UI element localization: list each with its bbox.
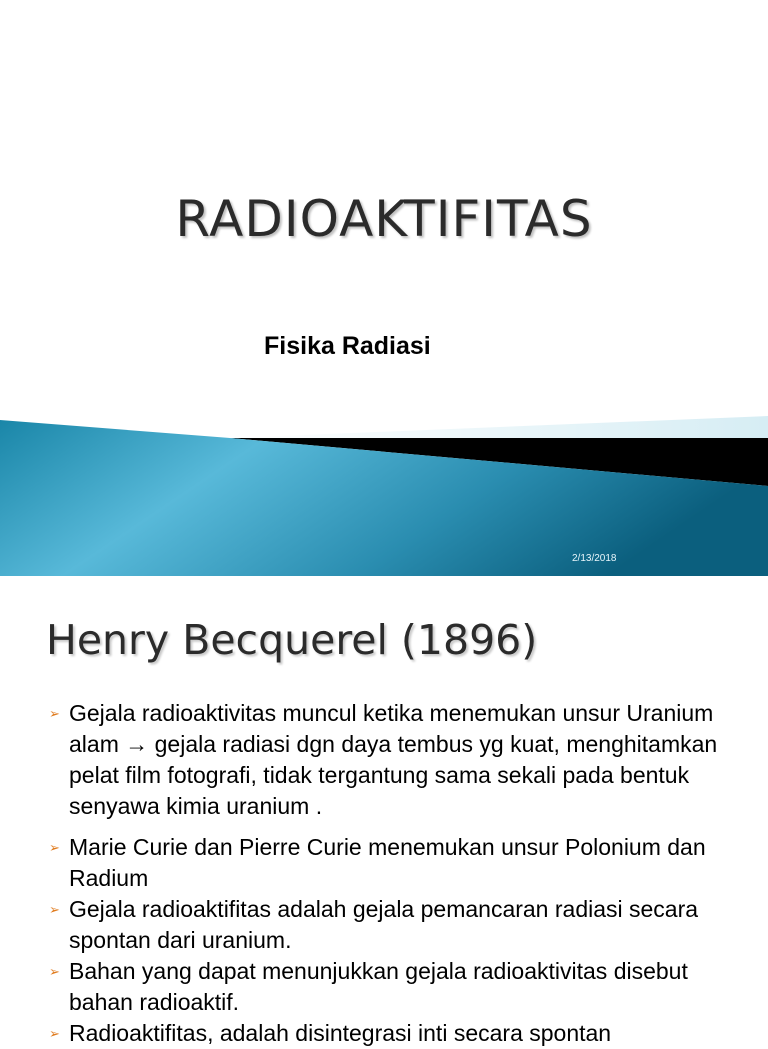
bullet-item xyxy=(0,956,768,1018)
bullet-item xyxy=(0,698,768,822)
bullet-text: Gejala radioaktivitas muncul ketika menemukan unsur Uranium alam → gejala radiasi dgn daya tembus yg kuat, menghitamkan pelat film fotografi, tidak tergantung sama sekali pada bentuk senyawa kimia uranium . xyxy=(69,700,718,819)
decor-pale-stripe xyxy=(230,416,768,438)
bullet-list xyxy=(0,698,768,1049)
bullet-item xyxy=(0,1018,768,1049)
bullet-text: Marie Curie dan Pierre Curie menemukan unsur Polonium dan Radium xyxy=(69,834,706,891)
slide-2 xyxy=(0,576,768,1046)
slide-1-decorative-band xyxy=(0,410,768,576)
arrow-bullet-icon: ➢ xyxy=(49,902,60,917)
arrow-bullet-icon: ➢ xyxy=(49,840,60,855)
bullet-item xyxy=(0,894,768,956)
arrow-bullet-icon: ➢ xyxy=(49,706,60,721)
slide-1-subtitle: Fisika Radiasi xyxy=(264,332,431,360)
slide-1-date: 2/13/2018 xyxy=(572,553,617,564)
slide-1-title: RADIOAKTIFITAS xyxy=(175,190,593,248)
slide-2-title: Henry Becquerel (1896) xyxy=(46,616,538,664)
bullet-text: Gejala radioaktifitas adalah gejala pemancaran radiasi secara spontan dari uranium. xyxy=(69,896,699,953)
bullet-text: Bahan yang dapat menunjukkan gejala radioaktivitas disebut bahan radioaktif. xyxy=(69,958,688,1015)
arrow-bullet-icon: ➢ xyxy=(49,1026,60,1041)
bullet-text: Radioaktifitas, adalah disintegrasi inti secara spontan xyxy=(69,1020,612,1046)
arrow-bullet-icon: ➢ xyxy=(49,964,60,979)
bullet-item xyxy=(0,832,768,894)
